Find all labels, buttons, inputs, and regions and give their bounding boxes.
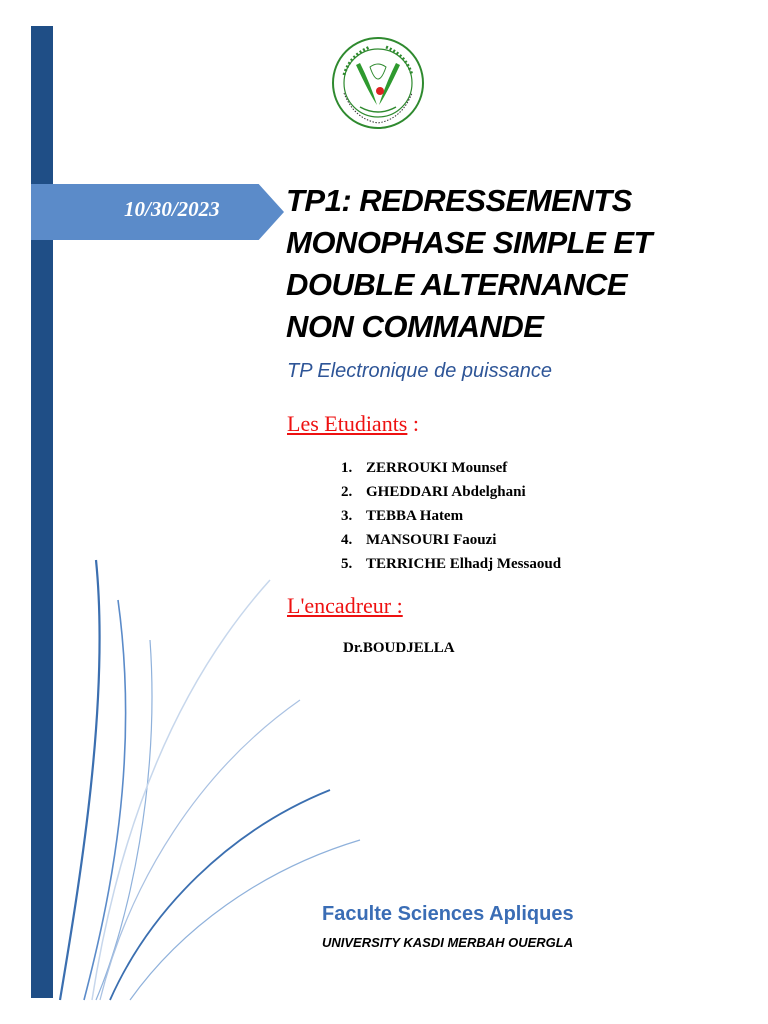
student-name: TEBBA Hatem bbox=[366, 508, 464, 524]
list-number: 1. bbox=[341, 460, 353, 476]
document-date: 10/30/2023 bbox=[124, 197, 220, 221]
list-number: 3. bbox=[341, 508, 353, 524]
title-line: NON COMMANDE bbox=[286, 309, 544, 344]
curve-line bbox=[60, 560, 100, 1000]
list-item bbox=[341, 552, 561, 576]
document-subtitle: TP Electronique de puissance bbox=[287, 360, 552, 382]
curve-line bbox=[100, 700, 300, 1000]
document-title bbox=[286, 180, 706, 348]
list-number: 4. bbox=[341, 532, 353, 548]
student-name: GHEDDARI Abdelghani bbox=[366, 484, 526, 500]
list-item bbox=[341, 504, 561, 528]
supervisor-heading: L'encadreur : bbox=[287, 593, 403, 618]
students-heading bbox=[287, 411, 419, 437]
title-line: MONOPHASE SIMPLE ET bbox=[286, 225, 652, 260]
faculty-name: Faculte Sciences Apliques bbox=[322, 903, 574, 925]
university-logo bbox=[330, 35, 426, 131]
list-number: 5. bbox=[341, 556, 353, 572]
title-line: DOUBLE ALTERNANCE bbox=[286, 267, 628, 302]
list-item bbox=[341, 456, 561, 480]
students-list bbox=[341, 456, 561, 576]
students-heading-text: Les Etudiants bbox=[287, 411, 408, 436]
students-heading-colon: : bbox=[407, 411, 419, 436]
student-name: TERRICHE Elhadj Messaoud bbox=[366, 556, 562, 572]
university-name: UNIVERSITY KASDI MERBAH OUERGLA bbox=[322, 935, 574, 950]
curve-line bbox=[96, 640, 152, 1000]
supervisor-name: Dr.BOUDJELLA bbox=[343, 640, 455, 656]
student-name: MANSOURI Faouzi bbox=[366, 532, 497, 548]
title-line: TP1: REDRESSEMENTS bbox=[286, 183, 632, 218]
list-item bbox=[341, 528, 561, 552]
list-number: 2. bbox=[341, 484, 353, 500]
student-name: ZERROUKI Mounsef bbox=[366, 460, 508, 476]
list-item bbox=[341, 480, 561, 504]
